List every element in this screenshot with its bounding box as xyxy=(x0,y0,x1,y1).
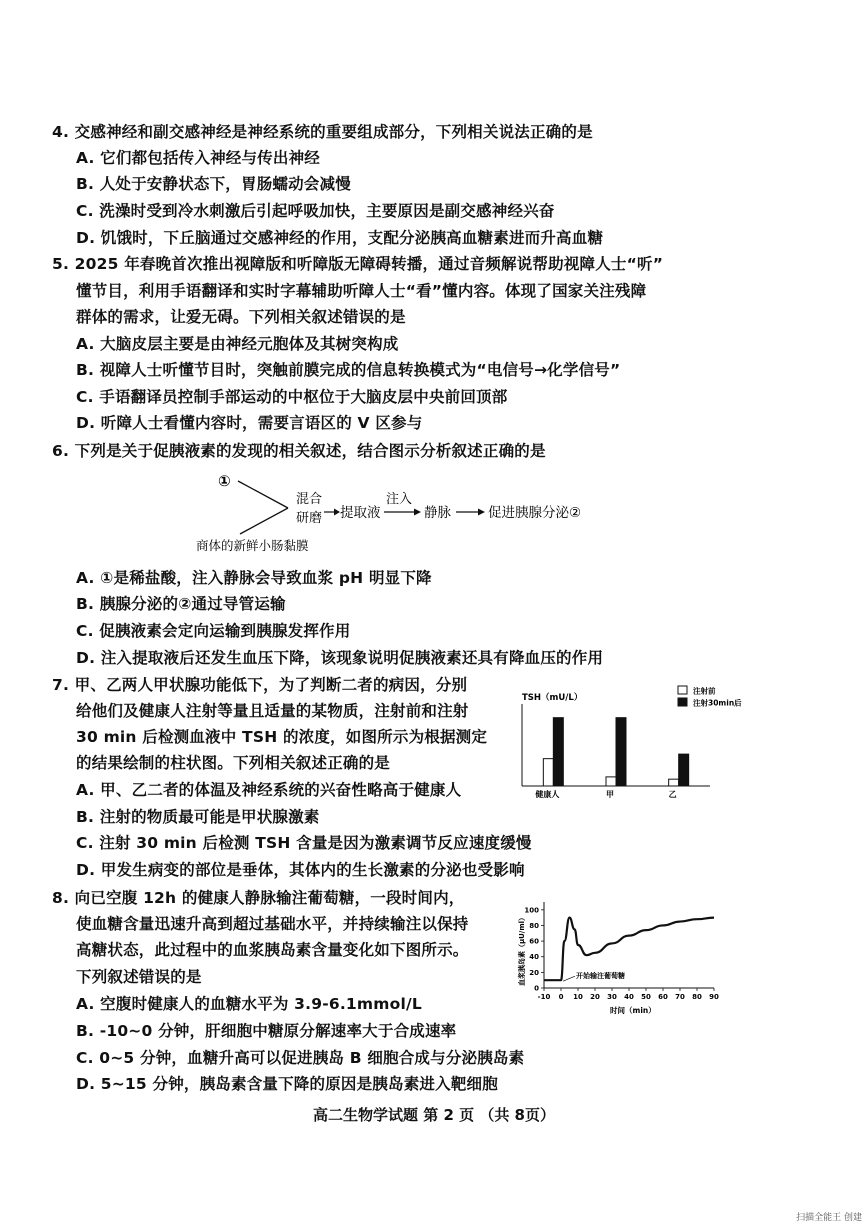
diagram-inject: 注入 xyxy=(386,492,413,507)
q7-option-a: A. 甲、乙二者的体温及神经系统的兴奋性略高于健康人 xyxy=(76,781,462,799)
q5-option-a: A. 大脑皮层主要是由神经元胞体及其树突构成 xyxy=(76,335,399,353)
diagram-lower-branch xyxy=(240,508,288,534)
q5-stem-line-1: 5. 2025 年春晚首次推出视障版和听障版无障碍转播，通过音频解说帮助视障人士“听” xyxy=(52,255,664,273)
q8-stem-line-2: 使血糖含量迅速升高到超过基础水平，并持续输注以保持 xyxy=(76,915,469,933)
scanner-watermark: 扫描全能王 创建 xyxy=(796,1213,862,1223)
tsh-x-tick-2: 乙 xyxy=(668,790,677,799)
q7-stem-line-4: 的结果绘制的柱状图。下列相关叙述正确的是 xyxy=(76,754,391,772)
insulin-y-tick-4: 80 xyxy=(529,921,539,930)
diagram-mucosa: 商体的新鲜小肠黏膜 xyxy=(196,538,309,553)
insulin-y-tick-3: 60 xyxy=(529,937,539,946)
q5-option-c: C. 手语翻译员控制手部运动的中枢位于大脑皮层中央前回顶部 xyxy=(76,388,508,406)
insulin-annotation-arrow xyxy=(563,976,575,981)
insulin-y-tick-1: 20 xyxy=(529,968,539,977)
bar-0-2 xyxy=(669,779,679,786)
bar-1-0 xyxy=(553,718,563,786)
diagram-result: 促进胰腺分泌② xyxy=(488,505,582,521)
tsh-legend-label-0: 注射前 xyxy=(693,686,716,696)
insulin-y-tick-0: 0 xyxy=(534,984,539,993)
q7-stem-line-3: 30 min 后检测血液中 TSH 的浓度，如图所示为根据测定 xyxy=(76,728,488,746)
insulin-x-tick-3: 20 xyxy=(590,993,600,1001)
q7-option-b: B. 注射的物质最可能是甲状腺激素 xyxy=(76,808,320,826)
insulin-x-tick-5: 40 xyxy=(624,993,634,1001)
q5-option-d: D. 听障人士看懂内容时，需要言语区的 V 区参与 xyxy=(76,414,423,432)
q8-option-d: D. 5~15 分钟，胰岛素含量下降的原因是胰岛素进入靶细胞 xyxy=(76,1075,498,1093)
q6-option-d: D. 注入提取液后还发生血压下降，该现象说明促胰液素还具有降血压的作用 xyxy=(76,649,604,667)
tsh-bar-chart xyxy=(510,680,760,800)
secretin-experiment-diagram xyxy=(190,470,630,556)
tsh-x-tick-1: 甲 xyxy=(606,790,614,799)
q8-option-b: B. -10~0 分钟，肝细胞中糖原分解速率大于合成速率 xyxy=(76,1022,457,1040)
insulin-x-tick-8: 70 xyxy=(675,993,685,1001)
q4-option-b: B. 人处于安静状态下，胃肠蠕动会减慢 xyxy=(76,175,351,193)
diagram-upper-branch xyxy=(238,481,288,508)
diagram-arrow-3-head xyxy=(478,509,485,516)
insulin-y-tick-5: 100 xyxy=(524,906,539,915)
tsh-legend-swatch-0 xyxy=(678,686,687,694)
insulin-x-tick-0: -10 xyxy=(537,993,551,1001)
page-footer: 高二生物学试题 第 2 页 （共 8页） xyxy=(313,1106,555,1124)
q6-option-c: C. 促胰液素会定向运输到胰腺发挥作用 xyxy=(76,622,351,640)
insulin-x-tick-4: 30 xyxy=(607,993,617,1001)
q8-option-a: A. 空腹时健康人的血糖水平为 3.9-6.1mmol/L xyxy=(76,995,422,1013)
insulin-x-tick-1: 0 xyxy=(558,993,564,1001)
q6-stem: 6. 下列是关于促胰液素的发现的相关叙述，结合图示分析叙述正确的是 xyxy=(52,442,546,460)
q4-option-a: A. 它们都包括传入神经与传出神经 xyxy=(76,149,320,167)
bar-0-1 xyxy=(606,777,616,786)
tsh-legend-swatch-1 xyxy=(678,698,687,706)
insulin-x-label: 时间（min） xyxy=(610,1006,656,1015)
q7-option-c: C. 注射 30 min 后检测 TSH 含量是因为激素调节反应速度缓慢 xyxy=(76,834,532,852)
q8-stem-line-4: 下列叙述错误的是 xyxy=(76,968,202,986)
q7-stem-line-2: 给他们及健康人注射等量且适量的某物质，注射前和注射 xyxy=(76,702,469,720)
insulin-y-tick-2: 40 xyxy=(529,953,539,962)
q5-stem-line-2: 懂节目，利用手语翻译和实时字幕辅助听障人士“看”懂内容。体现了国家关注残障 xyxy=(76,282,647,300)
q6-option-a: A. ①是稀盐酸，注入静脉会导致血浆 pH 明显下降 xyxy=(76,569,432,587)
insulin-x-tick-7: 60 xyxy=(658,993,668,1001)
diagram-vein: 静脉 xyxy=(424,505,451,521)
bar-1-2 xyxy=(679,754,689,786)
q4-option-d: D. 饥饿时，下丘脑通过交感神经的作用，支配分泌胰高血糖素进而升高血糖 xyxy=(76,229,604,247)
insulin-annotation: 开始输注葡萄糖 xyxy=(576,972,625,981)
tsh-x-tick-0: 健康人 xyxy=(535,790,560,799)
bar-1-1 xyxy=(616,718,626,786)
insulin-x-tick-10: 90 xyxy=(709,993,719,1001)
diagram-circle1: ① xyxy=(218,472,231,490)
insulin-x-tick-6: 50 xyxy=(641,993,651,1001)
q4-stem: 4. 交感神经和副交感神经是神经系统的重要组成部分，下列相关说法正确的是 xyxy=(52,123,593,141)
q5-stem-line-3: 群体的需求，让爱无碍。下列相关叙述错误的是 xyxy=(76,308,406,326)
insulin-x-tick-2: 10 xyxy=(573,993,583,1001)
q8-stem-line-1: 8. 向已空腹 12h 的健康人静脉输注葡萄糖，一段时间内， xyxy=(52,889,465,907)
bar-0-0 xyxy=(543,759,553,786)
insulin-series-line xyxy=(544,918,714,981)
q8-stem-line-3: 高糖状态，此过程中的血浆胰岛素含量变化如下图所示。 xyxy=(76,941,469,959)
diagram-mix: 混合 xyxy=(296,492,323,507)
tsh-y-label: TSH（mU/L） xyxy=(522,693,583,703)
q7-option-d: D. 甲发生病变的部位是垂体，其体内的生长激素的分泌也受影响 xyxy=(76,861,525,879)
q8-option-c: C. 0~5 分钟，血糖升高可以促进胰岛 B 细胞合成与分泌胰岛素 xyxy=(76,1049,525,1067)
q5-option-b: B. 视障人士听懂节目时，突触前膜完成的信息转换模式为“电信号→化学信号” xyxy=(76,361,621,379)
tsh-legend-label-1: 注射30min后 xyxy=(693,698,742,708)
tsh-legend xyxy=(678,686,742,708)
insulin-x-tick-9: 80 xyxy=(692,993,702,1001)
q4-option-c: C. 洗澡时受到冷水刺激后引起呼吸加快，主要原因是副交感神经兴奋 xyxy=(76,202,555,220)
diagram-grind: 研磨 xyxy=(296,511,323,526)
insulin-y-label: 血浆胰岛素（μU/ml） xyxy=(518,913,526,987)
insulin-line-chart xyxy=(498,888,748,1018)
diagram-extract: 提取液 xyxy=(340,505,381,521)
q6-option-b: B. 胰腺分泌的②通过导管运输 xyxy=(76,595,286,613)
q7-stem-line-1: 7. 甲、乙两人甲状腺功能低下，为了判断二者的病因，分别 xyxy=(52,676,468,694)
diagram-arrow-2-head xyxy=(414,509,421,516)
